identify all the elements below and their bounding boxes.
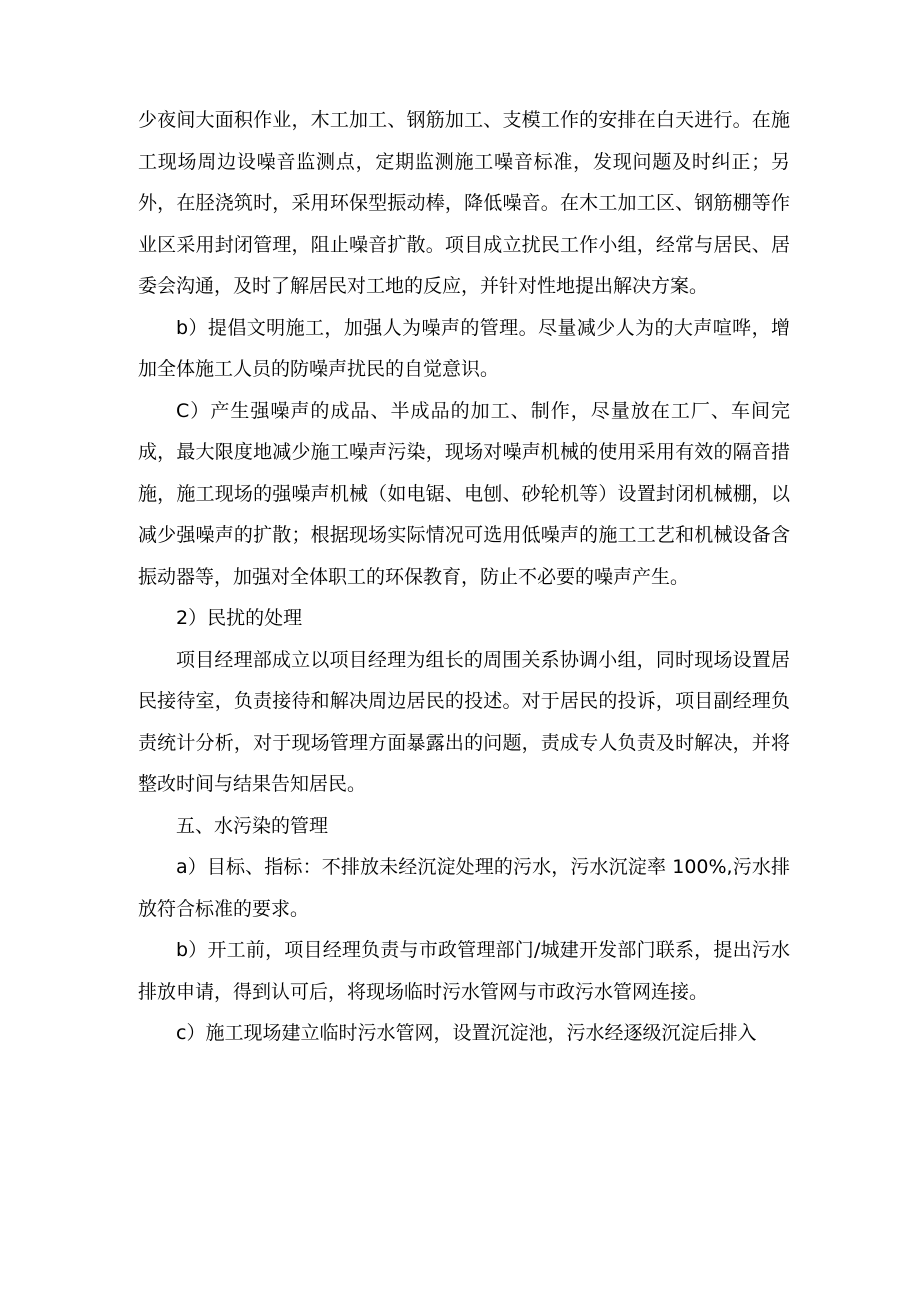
paragraph-item-b-discharge-application: b）开工前，项目经理负责与市政管理部门/城建开发部门联系，提出污水排放申请，得到认可后，将现场临时污水管网与市政污水管网连接。: [138, 939, 790, 1003]
paragraph-noise-measures-continued: 少夜间大面积作业，木工加工、钢筋加工、支模工作的安排在白天进行。在施工现场周边设噪音监测点，定期监测施工噪音标准，发现问题及时纠正；另外，在胫浇筑时，采用环保型振动棒，降低噪音。在木工加工区、钢筋棚等作业区采用封闭管理，阻止噪音扩散。项目成立扰民工作小组，经常与居民、居委会沟通，及时了解居民对工地的反应，并针对性地提出解决方案。: [138, 109, 790, 297]
paragraph-item-c-sewer-network: c）施工现场建立临时污水管网，设置沉淀池，污水经逐级沉淀后排入: [176, 1022, 757, 1044]
heading-water-pollution: 五、水污染的管理: [176, 814, 329, 837]
paragraph-coordination-group: 项目经理部成立以项目经理为组长的周围关系协调小组，同时现场设置居民接待室，负责接待和解决周边居民的投述。对于居民的投诉，项目副经理负责统计分析，对于现场管理方面暴露出的问题，责成专人负责及时解决，并将整改时间与结果告知居民。: [138, 648, 790, 795]
heading-resident-disturbance: 2）民扰的处理: [176, 607, 303, 629]
paragraph-item-a-targets: a）目标、指标：不排放未经沉淀处理的污水，污水沉淀率 100%,污水排放符合标准的要求。: [138, 856, 790, 920]
document-body: [138, 100, 790, 1055]
paragraph-item-c-strong-noise: C）产生强噪声的成品、半成品的加工、制作，尽量放在工厂、车间完成，最大限度地减少施工噪声污染，现场对噪声机械的使用采用有效的隔音措施，施工现场的强噪声机械（如电锯、电刨、砂轮机等）设置封闭机械棚，以减少强噪声的扩散；根据现场实际情况可选用低噪声的施工工艺和机械设备含振动器等，加强对全体职工的环保教育，防止不必要的噪声产生。: [138, 399, 790, 588]
paragraph-item-b-civilized-construction: b）提倡文明施工，加强人为噪声的管理。尽量减少人为的大声喧哗，增加全体施工人员的防噪声扰民的自觉意识。: [138, 316, 790, 380]
